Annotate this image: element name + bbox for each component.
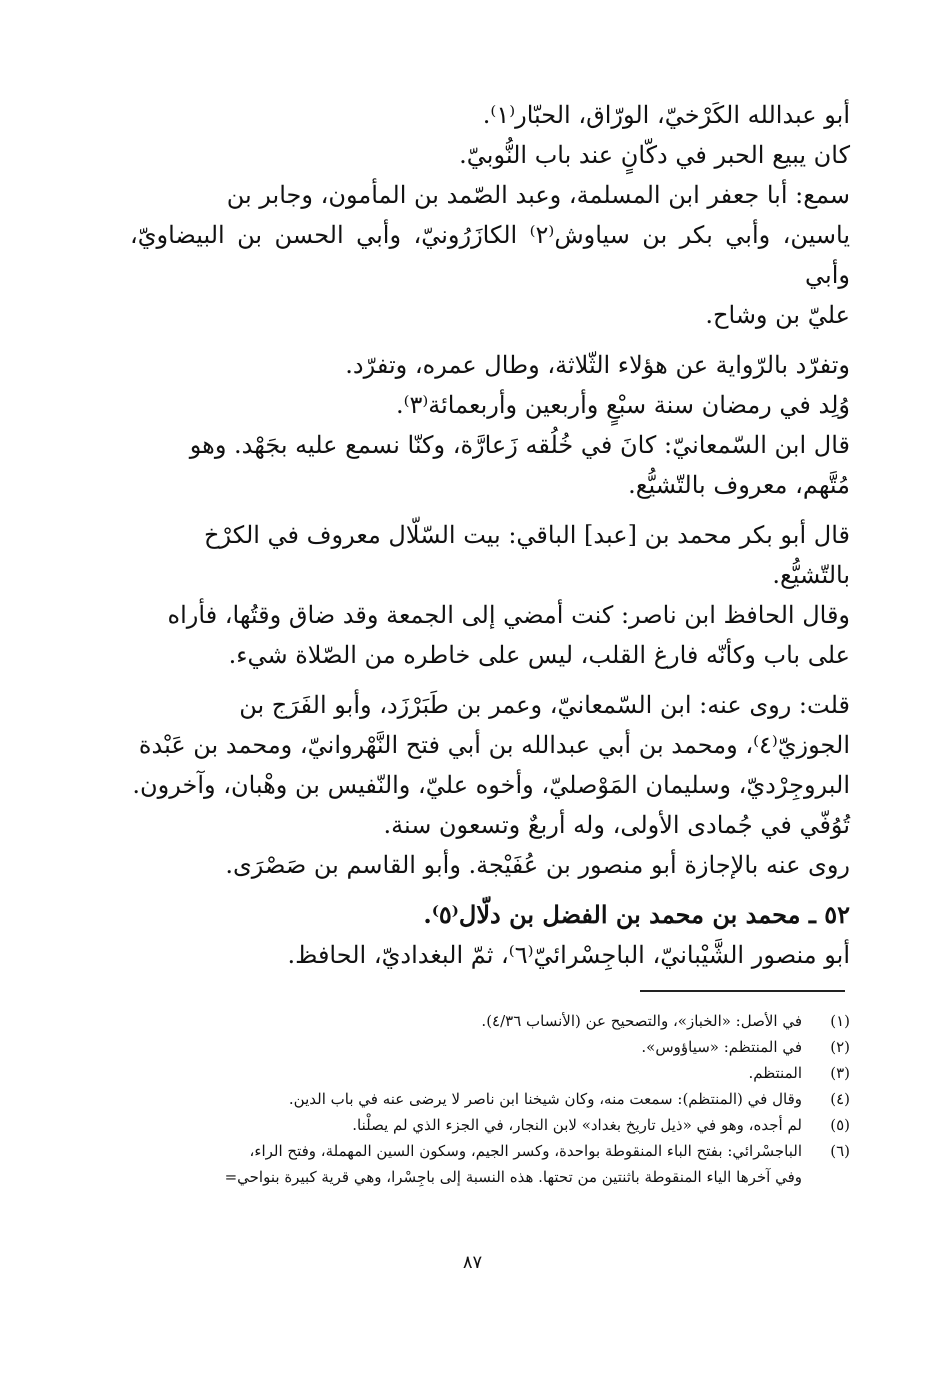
- footnote-text: الباجسْرائي: بفتح الباء المنقوطة بواحدة، وكسر الجيم، وسكون السين المهملة، وفتح الراء،: [249, 1142, 802, 1160]
- text-line: وتفرّد بالرّواية عن هؤلاء الثّلاثة، وطال عمره، وتفرّد.: [345, 351, 850, 379]
- footnote-text: في الأصل: «الخباز»، والتصحيح عن (الأنساب ٤/٣٦).: [481, 1012, 802, 1030]
- main-text: [130, 95, 850, 975]
- text-line: بالتّشيُّع.: [772, 561, 850, 589]
- footnote-number: (١): [830, 1012, 850, 1030]
- footnote-5: [130, 1112, 850, 1138]
- footnote-4: [130, 1086, 850, 1112]
- text-line: وقال الحافظ ابن ناصر: كنت أمضي إلى الجمعة وقد ضاق وقتُها، فأراه: [167, 601, 850, 629]
- text-line: قلت: روى عنه: ابن السّمعانيّ، وعمر بن طَبَرْزَد، وأبو الفَرَج بن: [239, 691, 850, 719]
- footnotes: [130, 1008, 850, 1190]
- footnote-6: [130, 1138, 850, 1164]
- footnote-1: [130, 1008, 850, 1034]
- footnote-text: في المنتظم: «سياؤوس».: [641, 1038, 802, 1056]
- text-line: مُتَّهم، معروف بالتّشيُّع.: [628, 471, 850, 499]
- text-line: تُوُفّي في جُمادى الأولى، وله أربعٌ وتسعون سنة.: [383, 811, 850, 839]
- text-line: ياسين، وأبي بكر بن سياوش⁽٢⁾ الكازَرُونيّ، وأبي الحسن بن البيضاويّ، وأبي: [130, 221, 850, 289]
- text-line: قال أبو بكر محمد بن [عبد] الباقي: بيت السّلّال معروف في الكرْخ: [203, 521, 850, 549]
- text-line: أبو منصور الشَّيْبانيّ، الباجِسْرائيّ⁽٦⁾، ثمّ البغداديّ، الحافظ.: [287, 941, 850, 969]
- entry-heading: ٥٢ ـ محمد بن محمد بن الفضل بن دلّال⁽٥⁾.: [423, 900, 850, 929]
- footnote-number: (٦): [830, 1142, 850, 1160]
- text-line: الجوزيّ⁽٤⁾، ومحمد بن أبي عبدالله بن أبي فتح النَّهْروانيّ، ومحمد بن عَبْدة: [138, 731, 850, 759]
- footnote-2: [130, 1034, 850, 1060]
- footnote-divider: [640, 990, 845, 992]
- page-number: ٨٧: [462, 1252, 483, 1273]
- footnote-6-continuation: [130, 1164, 850, 1190]
- text-line: روى عنه بالإجازة أبو منصور بن عُفَيْجة. وأبو القاسم بن صَصْرَى.: [225, 851, 850, 879]
- footnote-text: لم أجده، وهو في «ذيل تاريخ بغداد» لابن النجار، في الجزء الذي لم يصلْنا.: [352, 1116, 802, 1134]
- text-line: أبو عبدالله الكَرْخيّ، الورّاق، الحبّار⁽١⁾.: [482, 101, 850, 129]
- text-line: عليّ بن وشاح.: [705, 301, 850, 329]
- footnote-number: (٣): [830, 1064, 850, 1082]
- text-line: سمع: أبا جعفر ابن المسلمة، وعبد الصّمد بن المأمون، وجابر بن: [226, 181, 850, 209]
- footnote-number: (٢): [830, 1038, 850, 1056]
- footnote-number: (٤): [830, 1090, 850, 1108]
- text-line: كان يبيع الحبر في دكّانٍ عند باب النُّوبيّ.: [459, 141, 850, 169]
- footnote-text: المنتظم.: [748, 1064, 802, 1082]
- text-line: قال ابن السّمعانيّ: كانَ في خُلُقه زَعارَّة، وكنّا نسمع عليه بجَهْد. وهو: [189, 431, 850, 459]
- text-line: البروجِرْديّ، وسليمان المَوْصليّ، وأخوه عليّ، والنّفيس بن وهْبان، وآخرون.: [132, 771, 850, 799]
- footnote-text: وفي آخرها الياء المنقوطة باثنتين من تحتها. هذه النسبة إلى باجِسْرا، وهي قرية كبيرة بنواحي=: [224, 1168, 802, 1186]
- text-line: على باب وكأنّه فارغ القلب، ليس على خاطره من الصّلاة شيء.: [228, 641, 850, 669]
- footnote-number: (٥): [830, 1116, 850, 1134]
- text-line: وُلِد في رمضان سنة سبْعٍ وأربعين وأربعمائة⁽٣⁾.: [395, 391, 850, 419]
- footnote-3: [130, 1060, 850, 1086]
- footnote-text: وقال في (المنتظم): سمعت منه، وكان شيخنا ابن ناصر لا يرضى عنه في باب الدين.: [288, 1090, 802, 1108]
